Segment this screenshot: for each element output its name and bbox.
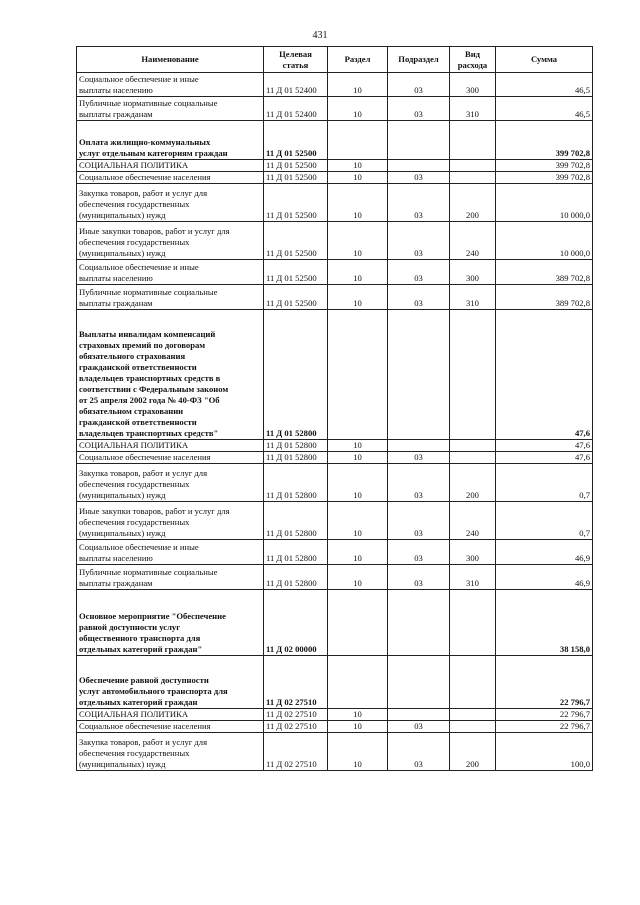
cell-section: 10: [328, 540, 388, 565]
table-row: [77, 310, 593, 440]
cell-target: 11 Д 01 52800: [264, 540, 328, 565]
cell-expense-type: 200: [450, 464, 496, 502]
cell-target: 11 Д 01 52800: [264, 464, 328, 502]
cell-amount: 46,5: [496, 97, 593, 121]
cell-subsection: 03: [388, 184, 450, 222]
cell-target: 11 Д 02 27510: [264, 733, 328, 771]
cell-name: СОЦИАЛЬНАЯ ПОЛИТИКА: [77, 440, 264, 452]
table-row: [77, 733, 593, 771]
cell-section: 10: [328, 97, 388, 121]
table-row: [77, 260, 593, 285]
table-row: [77, 464, 593, 502]
cell-subsection: 03: [388, 73, 450, 97]
cell-subsection: 03: [388, 172, 450, 184]
cell-amount: 399 702,8: [496, 121, 593, 160]
cell-amount: 10 000,0: [496, 184, 593, 222]
cell-expense-type: [450, 121, 496, 160]
cell-section: 10: [328, 172, 388, 184]
cell-section: 10: [328, 73, 388, 97]
cell-section: 10: [328, 184, 388, 222]
cell-name: Социальное обеспечение населения: [77, 721, 264, 733]
cell-subsection: 03: [388, 733, 450, 771]
cell-expense-type: [450, 310, 496, 440]
cell-target: 11 Д 02 00000: [264, 590, 328, 656]
cell-target: 11 Д 01 52800: [264, 310, 328, 440]
header-amount: Сумма: [496, 47, 593, 73]
cell-expense-type: [450, 721, 496, 733]
table-row: [77, 452, 593, 464]
cell-subsection: [388, 656, 450, 709]
header-expense-type: Вид расхода: [450, 47, 496, 73]
cell-subsection: [388, 310, 450, 440]
cell-expense-type: [450, 590, 496, 656]
table-row: [77, 97, 593, 121]
cell-section: 10: [328, 452, 388, 464]
page-number: 431: [312, 30, 328, 41]
header-subsection: Подраздел: [388, 47, 450, 73]
cell-section: [328, 656, 388, 709]
cell-expense-type: 300: [450, 540, 496, 565]
cell-subsection: [388, 590, 450, 656]
cell-expense-type: 300: [450, 73, 496, 97]
cell-section: 10: [328, 565, 388, 590]
cell-target: 11 Д 01 52500: [264, 184, 328, 222]
cell-name: СОЦИАЛЬНАЯ ПОЛИТИКА: [77, 160, 264, 172]
header-section: Раздел: [328, 47, 388, 73]
cell-expense-type: [450, 452, 496, 464]
cell-expense-type: 300: [450, 260, 496, 285]
cell-name: Публичные нормативные социальные выплаты гражданам: [77, 97, 264, 121]
cell-name: Оплата жилищно-коммунальных услуг отдельным категориям граждан: [77, 121, 264, 160]
header-name: Наименование: [77, 47, 264, 73]
table-row: [77, 502, 593, 540]
cell-subsection: 03: [388, 721, 450, 733]
cell-section: [328, 121, 388, 160]
cell-name: Иные закупки товаров, работ и услуг для обеспечения государственных (муниципальных) нужд: [77, 502, 264, 540]
cell-section: 10: [328, 260, 388, 285]
cell-expense-type: 240: [450, 502, 496, 540]
cell-amount: 10 000,0: [496, 222, 593, 260]
cell-amount: 47,6: [496, 452, 593, 464]
cell-amount: 46,9: [496, 540, 593, 565]
cell-section: 10: [328, 464, 388, 502]
header-target: Целевая статья: [264, 47, 328, 73]
cell-target: 11 Д 01 52800: [264, 440, 328, 452]
cell-name: Выплаты инвалидам компенсаций страховых премий по договорам обязательного страхования гражданской ответственности владельцев транспортных средств в соответствии с Федеральным законом от 25 апреля 2002 года № 40-ФЗ "Об обязательном страховании гражданской ответственности владельцев транспортных средств": [77, 310, 264, 440]
cell-subsection: 03: [388, 260, 450, 285]
cell-target: 11 Д 01 52400: [264, 73, 328, 97]
cell-name: Закупка товаров, работ и услуг для обеспечения государственных (муниципальных) нужд: [77, 464, 264, 502]
cell-subsection: 03: [388, 540, 450, 565]
cell-target: 11 Д 02 27510: [264, 721, 328, 733]
cell-subsection: 03: [388, 222, 450, 260]
cell-name: Социальное обеспечение и иные выплаты населению: [77, 540, 264, 565]
table-row: [77, 121, 593, 160]
cell-amount: 22 796,7: [496, 709, 593, 721]
cell-subsection: 03: [388, 464, 450, 502]
cell-subsection: [388, 709, 450, 721]
table-row: [77, 709, 593, 721]
cell-subsection: 03: [388, 97, 450, 121]
cell-section: 10: [328, 440, 388, 452]
cell-name: Иные закупки товаров, работ и услуг для обеспечения государственных (муниципальных) нужд: [77, 222, 264, 260]
cell-amount: 0,7: [496, 464, 593, 502]
cell-expense-type: 310: [450, 285, 496, 310]
cell-target: 11 Д 01 52800: [264, 502, 328, 540]
cell-section: 10: [328, 222, 388, 260]
cell-expense-type: 240: [450, 222, 496, 260]
table-body: [77, 73, 593, 771]
cell-subsection: [388, 440, 450, 452]
cell-name: Социальное обеспечение и иные выплаты населению: [77, 73, 264, 97]
budget-table: [76, 46, 593, 771]
cell-expense-type: [450, 709, 496, 721]
cell-subsection: [388, 121, 450, 160]
table-row: [77, 656, 593, 709]
cell-amount: 46,9: [496, 565, 593, 590]
cell-section: 10: [328, 160, 388, 172]
cell-amount: 399 702,8: [496, 160, 593, 172]
cell-amount: 38 158,0: [496, 590, 593, 656]
cell-subsection: 03: [388, 285, 450, 310]
cell-target: 11 Д 01 52500: [264, 260, 328, 285]
cell-expense-type: 310: [450, 565, 496, 590]
cell-subsection: [388, 160, 450, 172]
cell-section: 10: [328, 733, 388, 771]
cell-section: 10: [328, 502, 388, 540]
cell-amount: 100,0: [496, 733, 593, 771]
table-row: [77, 73, 593, 97]
cell-section: 10: [328, 721, 388, 733]
table-row: [77, 590, 593, 656]
cell-expense-type: 310: [450, 97, 496, 121]
cell-subsection: 03: [388, 565, 450, 590]
cell-name: Закупка товаров, работ и услуг для обеспечения государственных (муниципальных) нужд: [77, 184, 264, 222]
cell-target: 11 Д 01 52500: [264, 160, 328, 172]
cell-amount: 22 796,7: [496, 656, 593, 709]
cell-expense-type: 200: [450, 184, 496, 222]
table-row: [77, 184, 593, 222]
cell-name: СОЦИАЛЬНАЯ ПОЛИТИКА: [77, 709, 264, 721]
cell-target: 11 Д 01 52500: [264, 285, 328, 310]
cell-target: 11 Д 01 52500: [264, 121, 328, 160]
table-row: [77, 172, 593, 184]
table-row: [77, 440, 593, 452]
cell-target: 11 Д 01 52800: [264, 565, 328, 590]
table-row: [77, 160, 593, 172]
cell-name: Закупка товаров, работ и услуг для обеспечения государственных (муниципальных) нужд: [77, 733, 264, 771]
cell-expense-type: [450, 172, 496, 184]
cell-target: 11 Д 02 27510: [264, 709, 328, 721]
cell-amount: 46,5: [496, 73, 593, 97]
cell-amount: 47,6: [496, 310, 593, 440]
cell-expense-type: 200: [450, 733, 496, 771]
table-row: [77, 285, 593, 310]
cell-amount: 47,6: [496, 440, 593, 452]
cell-name: Социальное обеспечение населения: [77, 452, 264, 464]
table-row: [77, 565, 593, 590]
cell-section: [328, 310, 388, 440]
table-row: [77, 721, 593, 733]
cell-name: Публичные нормативные социальные выплаты гражданам: [77, 285, 264, 310]
cell-amount: 389 702,8: [496, 260, 593, 285]
cell-subsection: 03: [388, 452, 450, 464]
cell-amount: 389 702,8: [496, 285, 593, 310]
cell-target: 11 Д 02 27510: [264, 656, 328, 709]
cell-target: 11 Д 01 52400: [264, 97, 328, 121]
cell-section: [328, 590, 388, 656]
cell-name: Публичные нормативные социальные выплаты гражданам: [77, 565, 264, 590]
cell-amount: 22 796,7: [496, 721, 593, 733]
cell-expense-type: [450, 656, 496, 709]
cell-name: Основное мероприятие "Обеспечение равной доступности услуг общественного транспорта для отдельных категорий граждан": [77, 590, 264, 656]
cell-expense-type: [450, 440, 496, 452]
cell-target: 11 Д 01 52500: [264, 222, 328, 260]
cell-expense-type: [450, 160, 496, 172]
cell-target: 11 Д 01 52500: [264, 172, 328, 184]
cell-amount: 0,7: [496, 502, 593, 540]
cell-name: Социальное обеспечение населения: [77, 172, 264, 184]
cell-subsection: 03: [388, 502, 450, 540]
cell-section: 10: [328, 709, 388, 721]
cell-amount: 399 702,8: [496, 172, 593, 184]
cell-target: 11 Д 01 52800: [264, 452, 328, 464]
table-header-row: [77, 47, 593, 73]
cell-name: Социальное обеспечение и иные выплаты населению: [77, 260, 264, 285]
cell-name: Обеспечение равной доступности услуг автомобильного транспорта для отдельных категорий граждан: [77, 656, 264, 709]
table-row: [77, 540, 593, 565]
cell-section: 10: [328, 285, 388, 310]
table-row: [77, 222, 593, 260]
